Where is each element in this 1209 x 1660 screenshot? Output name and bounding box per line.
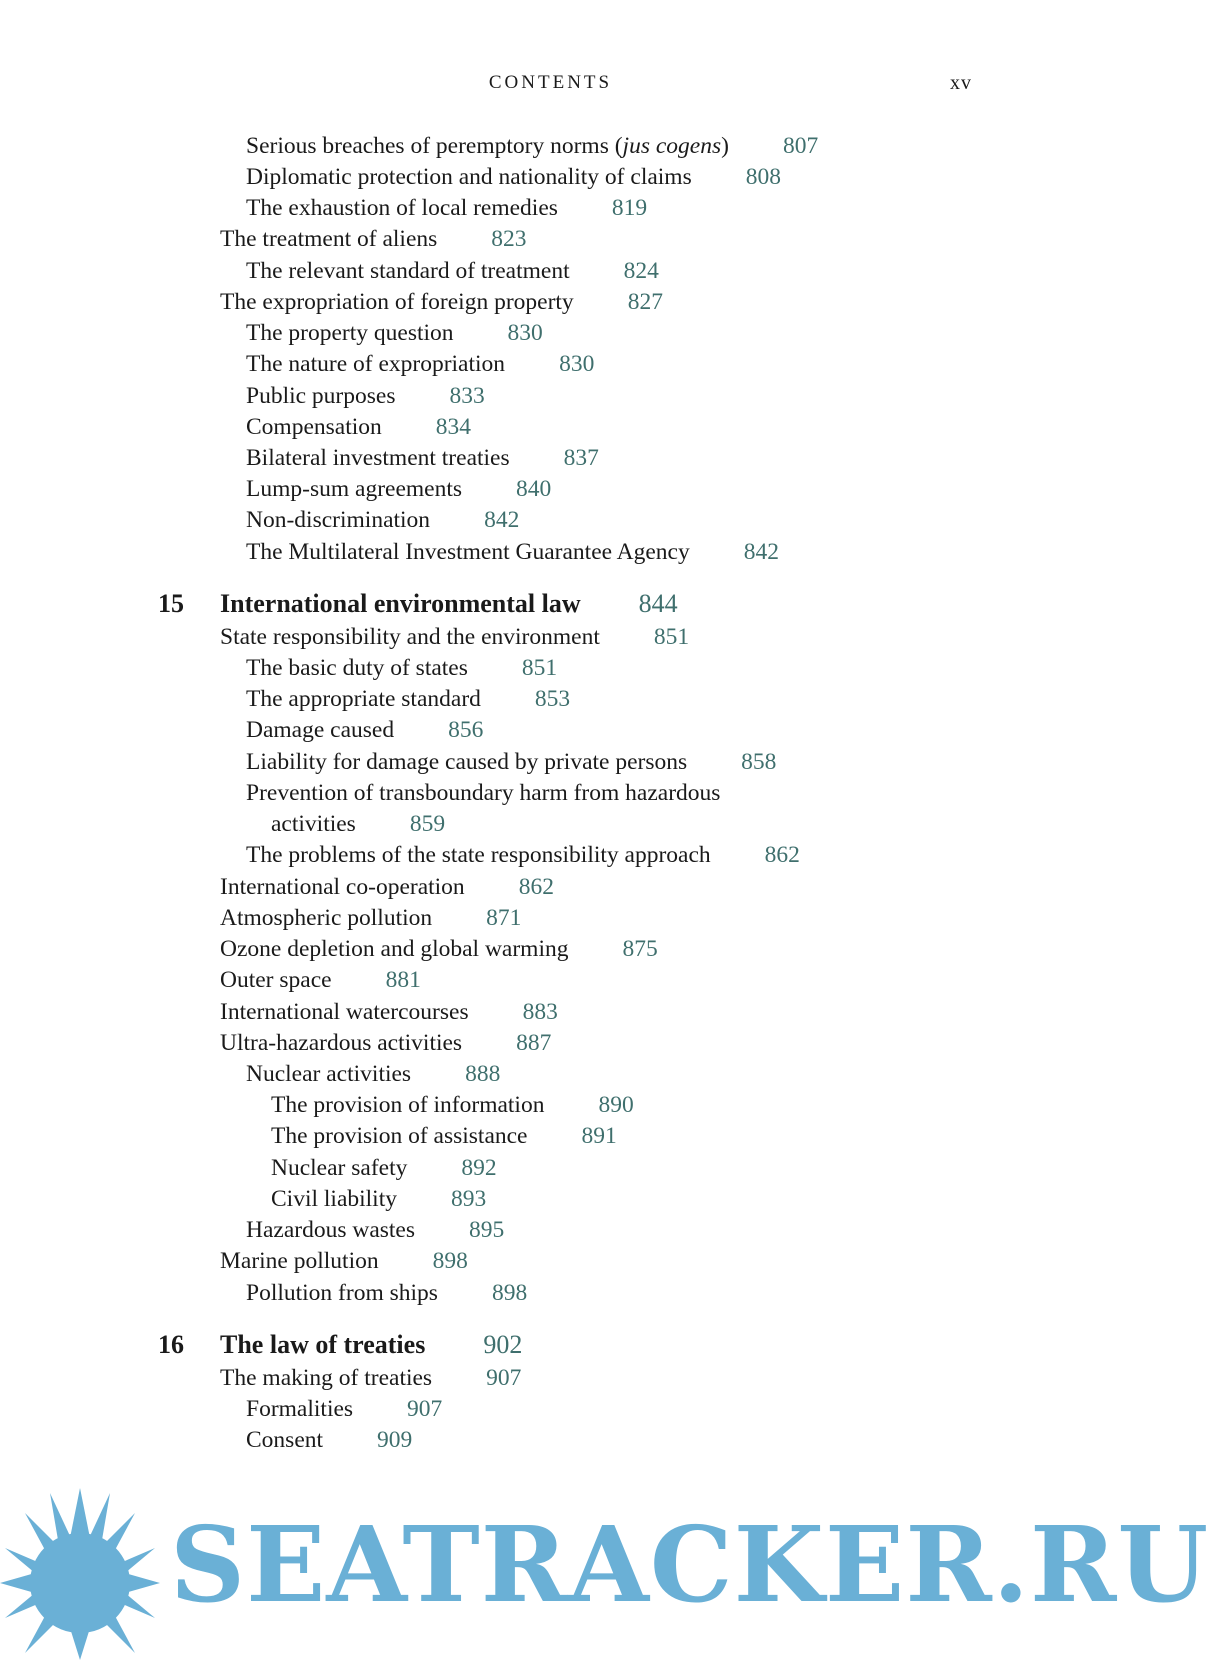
toc-entry: Liability for damage caused by private persons 858 <box>246 749 777 775</box>
toc-chapter-entry: International environmental law 844 <box>220 589 678 618</box>
toc-page-number: 819 <box>611 195 648 221</box>
watermark-text: SEATRACKER.RU <box>170 1503 1209 1626</box>
toc-entry: Public purposes 833 <box>246 383 485 409</box>
toc-page-number: 907 <box>407 1396 443 1422</box>
toc-entry: Nuclear safety 892 <box>271 1155 497 1181</box>
toc-page-number: 807 <box>782 133 819 159</box>
toc-page-number: 875 <box>622 936 658 962</box>
toc-page-number: 823 <box>491 226 527 252</box>
toc-page-number: 890 <box>598 1092 634 1118</box>
toc-page-number: 893 <box>451 1186 487 1212</box>
toc-entry: The provision of information 890 <box>271 1092 634 1118</box>
toc-entry: State responsibility and the environment 851 <box>220 624 690 650</box>
toc-entry: Prevention of transboundary harm from hazardous <box>246 780 721 806</box>
toc-entry: The problems of the state responsibility approach 862 <box>246 842 800 868</box>
toc-page-number: 842 <box>484 507 520 533</box>
toc-page-number: 824 <box>623 258 659 284</box>
toc-page-number: 907 <box>486 1365 522 1391</box>
toc-entry: Bilateral investment treaties 837 <box>246 445 599 471</box>
toc-entry: Civil liability 893 <box>271 1186 487 1212</box>
toc-page-number: 898 <box>491 1280 528 1306</box>
toc-entry: The nature of expropriation 830 <box>246 351 595 377</box>
toc-entry: Nuclear activities 888 <box>246 1061 501 1087</box>
toc-page-number: 834 <box>435 414 472 440</box>
toc-entry: Marine pollution 898 <box>220 1248 468 1274</box>
toc-page-number: 898 <box>432 1248 468 1274</box>
toc-page-number: 833 <box>449 383 485 409</box>
toc-entry: Serious breaches of peremptory norms (jus cogens) 807 <box>246 133 819 159</box>
toc-page-number: 853 <box>534 686 571 712</box>
toc-entry: The expropriation of foreign property 827 <box>220 289 663 315</box>
toc-entry: The exhaustion of local remedies 819 <box>246 195 648 221</box>
toc-entry: Atmospheric pollution 871 <box>220 905 522 931</box>
toc-page-number: 859 <box>409 811 446 837</box>
toc-page-number: 858 <box>741 749 777 775</box>
toc-page-number: 862 <box>518 874 554 900</box>
toc-entry: Hazardous wastes 895 <box>246 1217 505 1243</box>
toc-page-number: 902 <box>483 1330 523 1359</box>
toc-page-number: 891 <box>581 1123 617 1149</box>
toc-page-number: 837 <box>563 445 599 471</box>
toc-page-number: 883 <box>522 999 558 1025</box>
toc-entry: The appropriate standard 853 <box>246 686 571 712</box>
toc-entry: The Multilateral Investment Guarantee Agency 842 <box>246 539 779 565</box>
toc-page-number: 881 <box>385 967 421 993</box>
toc-page-number: 844 <box>638 589 678 618</box>
toc-entry: Damage caused 856 <box>246 717 484 743</box>
toc-entry: Diplomatic protection and nationality of claims 808 <box>246 164 781 190</box>
running-header-title: CONTENTS <box>488 72 613 93</box>
toc-entry: The relevant standard of treatment 824 <box>246 258 659 284</box>
toc-entry: Compensation 834 <box>246 414 472 440</box>
toc-page-number: 851 <box>521 655 558 681</box>
toc-page-number: 808 <box>745 164 781 190</box>
toc-page-number: 888 <box>465 1061 501 1087</box>
toc-page-number: 827 <box>627 289 663 315</box>
toc-page-number: 887 <box>516 1030 552 1056</box>
running-header-page-number: xv <box>950 72 972 94</box>
chapter-number: 15 <box>158 589 184 618</box>
toc-entry: The basic duty of states 851 <box>246 655 558 681</box>
toc-page-number: 862 <box>764 842 800 868</box>
toc-page-number: 830 <box>507 320 543 346</box>
toc-entry: The property question 830 <box>246 320 543 346</box>
toc-chapter-entry: The law of treaties 902 <box>220 1330 523 1359</box>
toc-entry: Outer space 881 <box>220 967 421 993</box>
toc-page-number: 842 <box>743 539 779 565</box>
toc-entry: Lump-sum agreements 840 <box>246 476 552 502</box>
toc-entry: Ozone depletion and global warming 875 <box>220 936 658 962</box>
toc-entry: The treatment of aliens 823 <box>220 226 527 252</box>
toc-entry: Pollution from ships 898 <box>246 1280 528 1306</box>
chapter-number: 16 <box>158 1330 184 1359</box>
toc-entry: The making of treaties 907 <box>220 1365 522 1391</box>
toc-entry: Consent 909 <box>246 1427 413 1453</box>
toc-entry: The provision of assistance 891 <box>271 1123 617 1149</box>
toc-entry: Ultra-hazardous activities 887 <box>220 1030 552 1056</box>
toc-page-number: 830 <box>559 351 595 377</box>
toc-page-number: 871 <box>486 905 522 931</box>
toc-page-number: 892 <box>461 1155 497 1181</box>
toc-entry: activities 859 <box>271 811 446 837</box>
toc-entry: Non-discrimination 842 <box>246 507 520 533</box>
toc-page-number: 840 <box>516 476 552 502</box>
toc-entry: International watercourses 883 <box>220 999 558 1025</box>
toc-page-number: 895 <box>469 1217 505 1243</box>
toc-entry: Formalities 907 <box>246 1396 443 1422</box>
toc-page-number: 909 <box>377 1427 413 1453</box>
toc-entry: International co-operation 862 <box>220 874 554 900</box>
toc-page-number: 851 <box>653 624 690 650</box>
toc-page-number: 856 <box>448 717 484 743</box>
